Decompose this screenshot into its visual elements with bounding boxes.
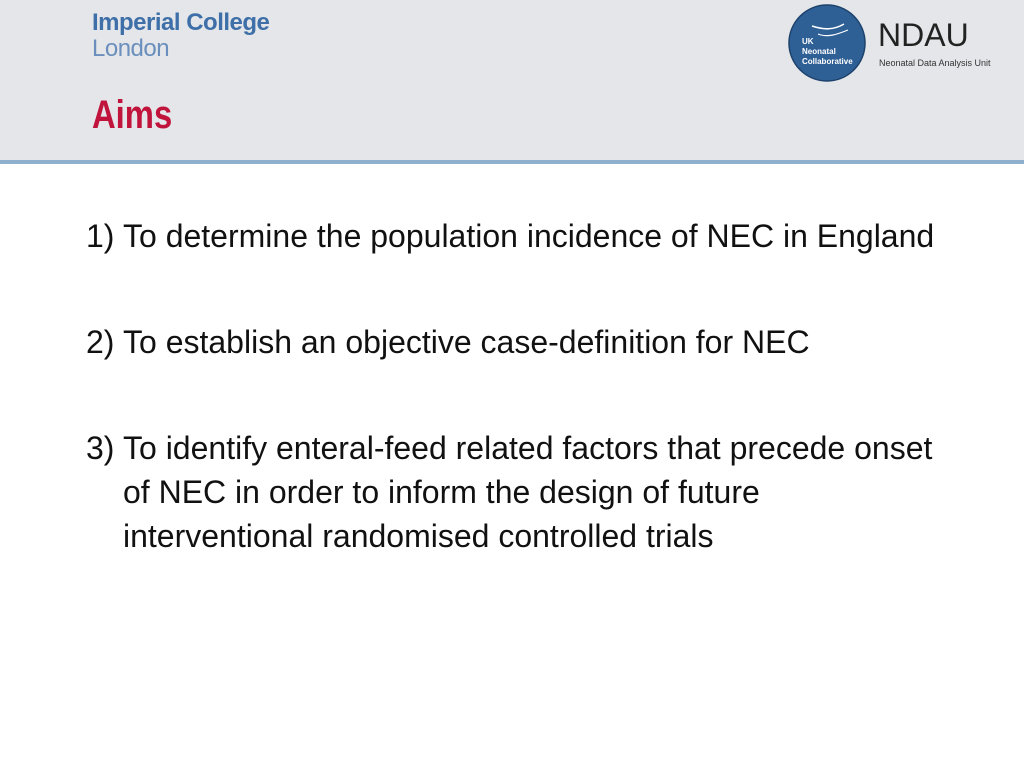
aim-number-2: 2) [86,324,115,360]
badge-text-collaborative: Collaborative [802,57,853,66]
aim-item-2 [86,320,946,364]
aim-text-2: To establish an objective case-definition for NEC [123,324,810,360]
aim-item-3 [86,426,946,558]
logo-line-2: London [92,35,170,62]
ndau-logo-subtitle: Neonatal Data Analysis Unit [879,58,991,68]
logo-line-1: Imperial College [92,9,270,36]
header-divider [0,160,1024,164]
aim-text-1: To determine the population incidence of NEC in England [123,218,935,254]
aims-list [86,214,946,558]
imperial-college-logo [92,10,269,62]
slide-title: Aims [92,93,173,137]
aim-item-1 [86,214,946,258]
ndau-logo-title: NDAU [878,17,969,53]
aim-number-3: 3) [86,430,115,466]
uk-neonatal-collaborative-logo [788,4,866,82]
badge-text-neonatal: Neonatal [802,47,836,56]
aim-text-3: To identify enteral-feed related factors that precede onset of NEC in order to inform the design of future interventional randomised controlled trials [123,430,933,554]
slide-header [0,0,1024,160]
aim-number-1: 1) [86,218,115,254]
badge-text-uk: UK [802,37,814,46]
badge-circle [789,5,865,81]
